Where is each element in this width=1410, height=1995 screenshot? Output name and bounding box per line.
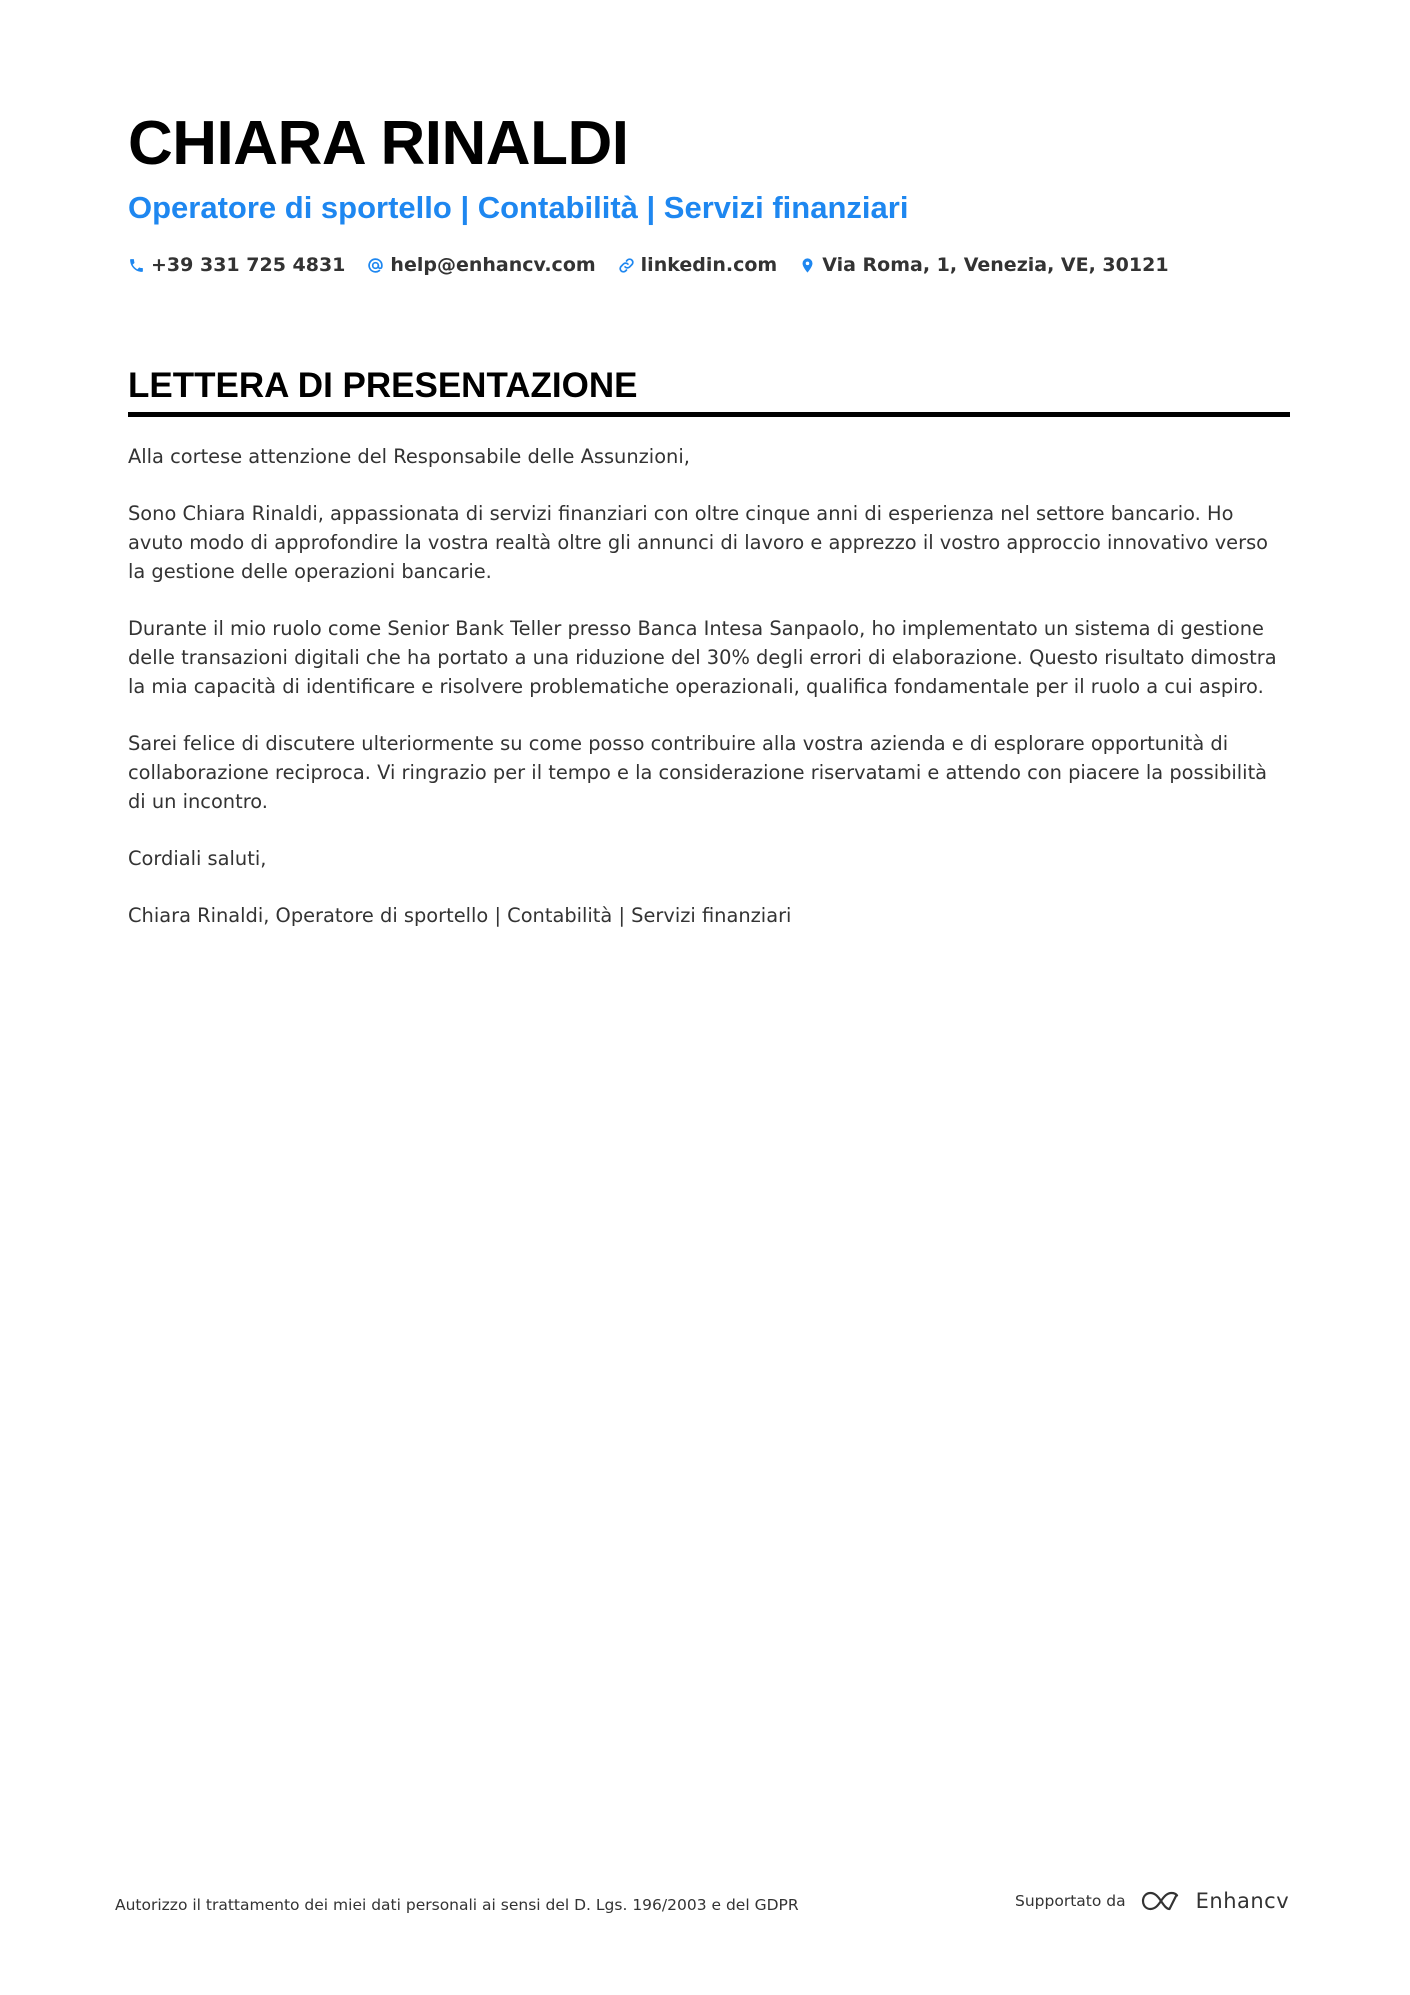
phone-text: +39 331 725 4831 bbox=[151, 254, 346, 276]
letter-signature: Chiara Rinaldi, Operatore di sportello | Contabilità | Servizi finanziari bbox=[128, 904, 792, 927]
phone-icon bbox=[128, 257, 145, 274]
letter-body bbox=[128, 442, 1290, 958]
powered-by[interactable] bbox=[1015, 1888, 1289, 1914]
contact-phone[interactable] bbox=[128, 254, 345, 276]
linkedin-text: linkedin.com bbox=[640, 254, 778, 276]
contact-address bbox=[799, 254, 1168, 276]
letter-paragraph-1: Sono Chiara Rinaldi, appassionata di servizi finanziari con oltre cinque anni di esperienza nel settore bancario. Ho avuto modo di approfondire la vostra realtà oltre gli annunci di lavoro e apprezzo il vostro approccio innovativo verso la gestione delle operazioni bancarie. bbox=[128, 502, 1269, 583]
candidate-name: CHIARA RINALDI bbox=[128, 109, 629, 178]
letter-greeting: Alla cortese attenzione del Responsabile delle Assunzioni, bbox=[128, 445, 690, 468]
email-text: help@enhancv.com bbox=[390, 254, 596, 276]
link-icon bbox=[618, 257, 635, 274]
enhancv-logo-icon bbox=[1138, 1888, 1184, 1914]
contact-email[interactable] bbox=[367, 254, 595, 276]
powered-by-label: Supportato da bbox=[1015, 1892, 1126, 1910]
location-pin-icon bbox=[799, 257, 816, 274]
address-text: Via Roma, 1, Venezia, VE, 30121 bbox=[822, 254, 1169, 276]
at-icon bbox=[367, 257, 384, 274]
section-title: LETTERA DI PRESENTAZIONE bbox=[128, 366, 1290, 417]
letter-closing: Cordiali saluti, bbox=[128, 847, 267, 870]
candidate-role: Operatore di sportello | Contabilità | Servizi finanziari bbox=[128, 190, 909, 225]
contact-bar bbox=[128, 254, 1191, 276]
letter-paragraph-2: Durante il mio ruolo come Senior Bank Teller presso Banca Intesa Sanpaolo, ho implementato un sistema di gestione delle transazioni digitali che ha portato a una riduzione del 30% degli errori di elaborazione. Questo risultato dimostra la mia capacità di identificare e risolvere problematiche operazionali, qualifica fondamentale per il ruolo a cui aspiro. bbox=[128, 617, 1277, 698]
privacy-consent: Autorizzo il trattamento dei miei dati personali ai sensi del D. Lgs. 196/2003 e del GDPR bbox=[115, 1896, 799, 1914]
letter-paragraph-3: Sarei felice di discutere ulteriormente su come posso contribuire alla vostra azienda e di esplorare opportunità di collaborazione reciproca. Vi ringrazio per il tempo e la considerazione riservatami e attendo con piacere la possibilità di un incontro. bbox=[128, 732, 1268, 813]
enhancv-brand: Enhancv bbox=[1195, 1889, 1290, 1913]
contact-linkedin[interactable] bbox=[618, 254, 778, 276]
